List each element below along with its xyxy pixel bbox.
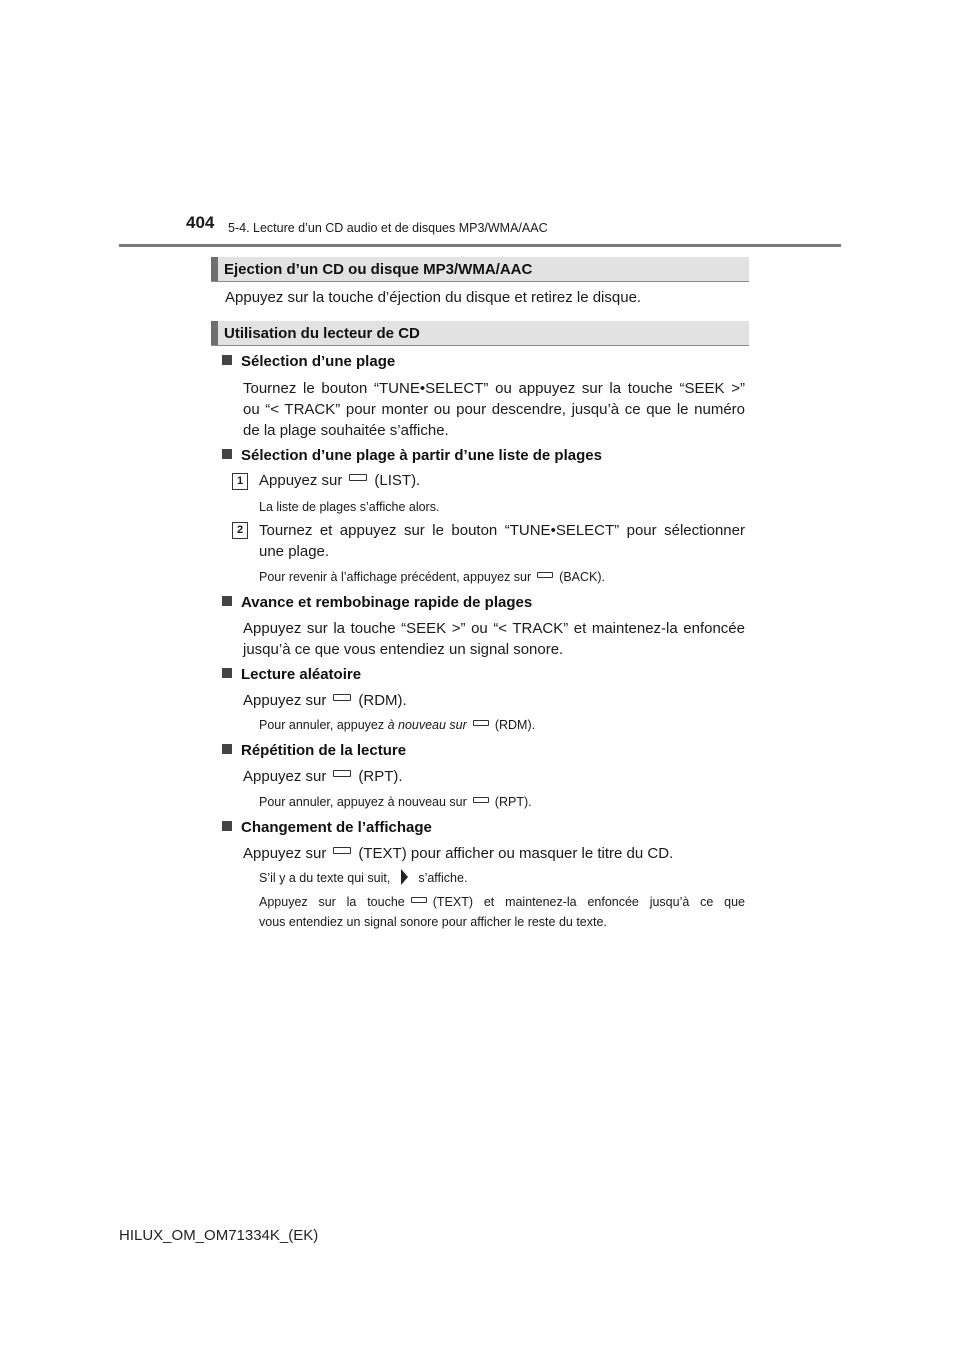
eject-instruction: Appuyez sur la touche d’éjection du disque et retirez le disque. <box>225 289 642 306</box>
heading-display <box>222 819 432 836</box>
bullet-square <box>222 596 232 606</box>
bullet-square <box>222 821 232 831</box>
repeat-text <box>243 766 403 788</box>
heading-text: Lecture aléatoire <box>241 666 362 683</box>
fast-line: Appuyez sur la touche “SEEK >” ou “< TRACK” et maintenez-la enfoncée <box>243 620 745 637</box>
step-number-2: 2 <box>232 522 248 539</box>
rdm-button-icon <box>473 720 489 726</box>
step-2-line: une plage. <box>259 543 330 560</box>
heading-track-list <box>222 447 602 464</box>
random-text <box>243 690 407 712</box>
section-title-player: Utilisation du lecteur de CD <box>224 325 420 342</box>
display-note-2 <box>259 892 745 912</box>
display-note-1-after: s’affiche. <box>418 871 468 885</box>
display-note-1 <box>259 868 467 888</box>
step-2-line: Tournez et appuyez sur le bouton “TUNE•SELECT” pour sélectionner <box>259 522 745 539</box>
repeat-note-before: Pour annuler, appuyez à nouveau sur <box>259 795 467 809</box>
header-rule <box>119 244 841 247</box>
random-note-italic: à nouveau sur <box>387 718 467 732</box>
track-select-line: de la plage souhaitée s’affiche. <box>243 422 449 439</box>
text-button-icon <box>411 897 427 903</box>
section-bar-accent <box>211 321 218 345</box>
heading-text: Répétition de la lecture <box>241 742 407 759</box>
heading-fast <box>222 594 532 611</box>
step-number-1: 1 <box>232 473 248 490</box>
random-note-after: (RDM). <box>494 718 536 732</box>
heading-track-select <box>222 353 395 370</box>
bullet-square <box>222 744 232 754</box>
bullet-square <box>222 668 232 678</box>
random-note <box>259 715 535 735</box>
rpt-button-icon <box>333 770 351 777</box>
rpt-button-icon <box>473 797 489 803</box>
repeat-text-before: Appuyez sur <box>243 768 327 785</box>
random-text-before: Appuyez sur <box>243 692 327 709</box>
step-1-text-after: (LIST). <box>374 472 421 489</box>
display-text-before: Appuyez sur <box>243 845 327 862</box>
display-note-2-before: Appuyez sur la touche <box>259 895 405 909</box>
heading-text: Avance et rembobinage rapide de plages <box>241 594 533 611</box>
step-1-text-before: Appuyez sur <box>259 472 343 489</box>
section-bar-eject <box>211 257 749 282</box>
section-bar-player <box>211 321 749 346</box>
heading-text: Sélection d’une plage à partir d’une liste de plages <box>241 447 602 464</box>
display-text <box>243 843 673 865</box>
bullet-square <box>222 449 232 459</box>
bullet-square <box>222 355 232 365</box>
more-text-arrow-icon <box>396 868 412 886</box>
step-2-note-after: (BACK). <box>559 570 605 584</box>
list-button-icon <box>349 474 367 481</box>
section-title-eject: Ejection d’un CD ou disque MP3/WMA/AAC <box>224 261 533 278</box>
step-1-text <box>259 470 420 492</box>
text-button-icon <box>333 847 351 854</box>
heading-text: Changement de l’affichage <box>241 819 432 836</box>
page-number: 404 <box>186 213 215 232</box>
repeat-text-after: (RPT). <box>358 768 403 785</box>
heading-text: Sélection d’une plage <box>241 353 396 370</box>
running-header: 5-4. Lecture d’un CD audio et de disques MP3/WMA/AAC <box>228 221 548 235</box>
heading-random <box>222 666 361 683</box>
back-button-icon <box>537 572 553 578</box>
fast-line: jusqu’à ce que vous entendiez un signal sonore. <box>243 641 564 658</box>
heading-repeat <box>222 742 406 759</box>
repeat-note <box>259 792 532 812</box>
display-note-2-line2: vous entendiez un signal sonore pour afficher le reste du texte. <box>259 915 607 929</box>
rdm-button-icon <box>333 694 351 701</box>
display-text-after: (TEXT) pour afficher ou masquer le titre du CD. <box>358 845 674 862</box>
step-1-note: La liste de plages s’affiche alors. <box>259 500 440 514</box>
step-2-note <box>259 567 605 587</box>
track-select-line: ou “< TRACK” pour monter ou pour descendre, jusqu’à ce que le numéro <box>243 401 745 418</box>
document-code: HILUX_OM_OM71334K_(EK) <box>119 1227 319 1244</box>
step-2-note-before: Pour revenir à l’affichage précédent, appuyez sur <box>259 570 532 584</box>
random-text-after: (RDM). <box>358 692 407 709</box>
repeat-note-after: (RPT). <box>494 795 532 809</box>
track-select-line: Tournez le bouton “TUNE•SELECT” ou appuyez sur la touche “SEEK >” <box>243 380 745 397</box>
random-note-before: Pour annuler, appuyez <box>259 718 385 732</box>
section-bar-accent <box>211 257 218 281</box>
display-note-2-after: (TEXT) et maintenez-la enfoncée jusqu’à ce que <box>432 895 745 909</box>
display-note-1-before: S’il y a du texte qui suit, <box>259 871 391 885</box>
